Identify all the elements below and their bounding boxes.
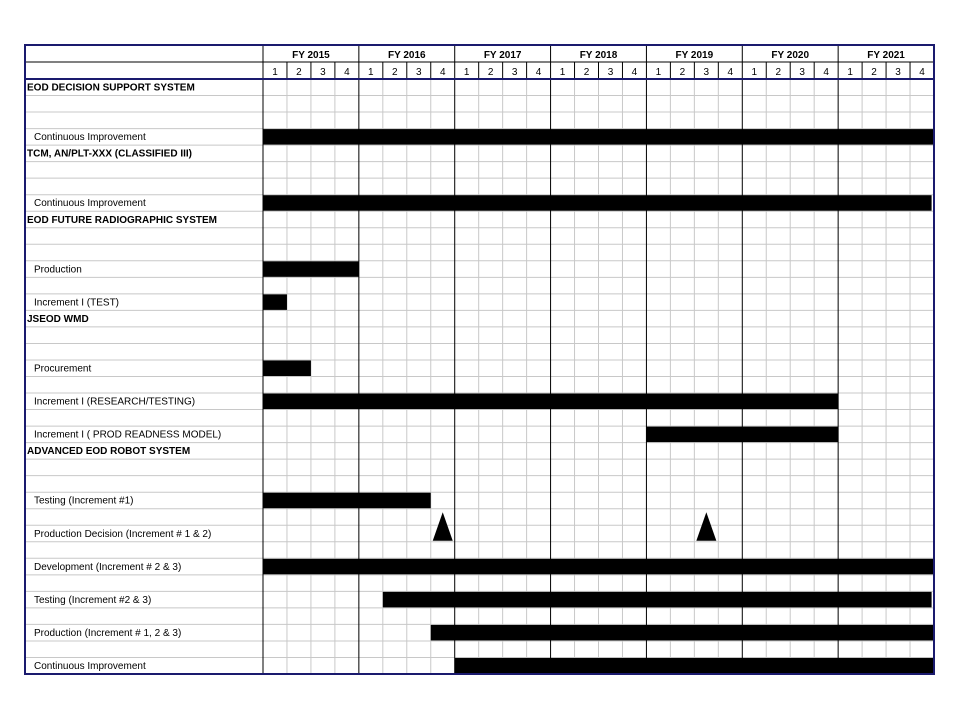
gantt-bar	[263, 559, 934, 575]
fiscal-year-label: FY 2020	[771, 50, 810, 61]
quarter-label: 3	[415, 67, 422, 78]
quarter-label: 2	[775, 67, 782, 78]
task-label: Continuous Improvement	[34, 132, 146, 144]
quarter-label: 2	[392, 67, 398, 78]
fiscal-year-label: FY 2018	[579, 50, 618, 61]
quarter-label: 4	[823, 67, 829, 78]
gantt-bar	[263, 360, 311, 376]
task-label: Production Decision (Increment # 1 & 2)	[34, 528, 212, 540]
quarter-label: 3	[320, 67, 326, 78]
quarter-label: 1	[655, 67, 662, 78]
quarter-label: 1	[751, 67, 758, 78]
quarter-label: 4	[439, 67, 446, 78]
quarter-label: 4	[344, 67, 350, 78]
task-label: Testing (Increment #1)	[34, 495, 134, 507]
quarter-label: 4	[919, 67, 925, 78]
quarter-label: 1	[463, 67, 470, 78]
quarter-label: 3	[703, 67, 710, 78]
group-label: EOD FUTURE RADIOGRAPHIC SYSTEM	[27, 214, 218, 226]
gantt-bar	[455, 658, 934, 674]
quarter-label: 3	[895, 67, 901, 78]
quarter-label: 4	[727, 67, 734, 78]
gantt-bar	[263, 129, 934, 145]
task-label: Production (Increment # 1, 2 & 3)	[34, 627, 182, 639]
group-label: ADVANCED EOD ROBOT SYSTEM	[27, 446, 191, 458]
task-label: Procurement	[34, 363, 92, 375]
quarter-label: 3	[799, 67, 805, 78]
quarter-label: 2	[583, 67, 590, 78]
fiscal-year-label: FY 2021	[867, 50, 905, 61]
task-label: Development (Increment # 2 & 3)	[34, 561, 182, 573]
task-label: Increment I (RESEARCH/TESTING)	[34, 396, 196, 408]
quarter-label: 4	[631, 67, 638, 78]
fiscal-year-label: FY 2016	[387, 50, 426, 61]
task-label: Production	[34, 264, 82, 276]
task-label: Continuous Improvement	[34, 198, 146, 210]
quarter-label: 2	[871, 67, 877, 78]
gantt-bar	[431, 625, 934, 641]
task-label: Testing (Increment #2 & 3)	[34, 594, 152, 606]
fiscal-year-label: FY 2017	[483, 50, 522, 61]
quarter-label: 2	[487, 67, 494, 78]
gantt-bar	[263, 195, 932, 211]
task-label: Increment I (TEST)	[34, 297, 120, 309]
group-label: EOD DECISION SUPPORT SYSTEM	[27, 82, 195, 94]
quarter-label: 4	[535, 67, 542, 78]
fiscal-year-label: FY 2019	[675, 50, 714, 61]
quarter-label: 3	[607, 67, 614, 78]
group-label: TCM, AN/PLT-XXX (CLASSIFIED III)	[27, 148, 192, 160]
quarter-label: 3	[511, 67, 518, 78]
quarter-label: 2	[296, 67, 302, 78]
fiscal-year-label: FY 2015	[292, 50, 330, 61]
quarter-label: 2	[679, 67, 686, 78]
quarter-label: 1	[847, 67, 853, 78]
gantt-bar	[263, 493, 431, 509]
quarter-label: 1	[368, 67, 374, 78]
group-label: JSEOD WMD	[27, 313, 89, 325]
quarter-label: 1	[272, 67, 278, 78]
quarter-label: 1	[559, 67, 566, 78]
gantt-bar	[383, 592, 932, 608]
gantt-bar	[263, 261, 359, 277]
task-label: Increment I ( PROD READNESS MODEL)	[34, 429, 222, 441]
task-label: Continuous Improvement	[34, 661, 146, 672]
gantt-bar	[263, 294, 287, 310]
